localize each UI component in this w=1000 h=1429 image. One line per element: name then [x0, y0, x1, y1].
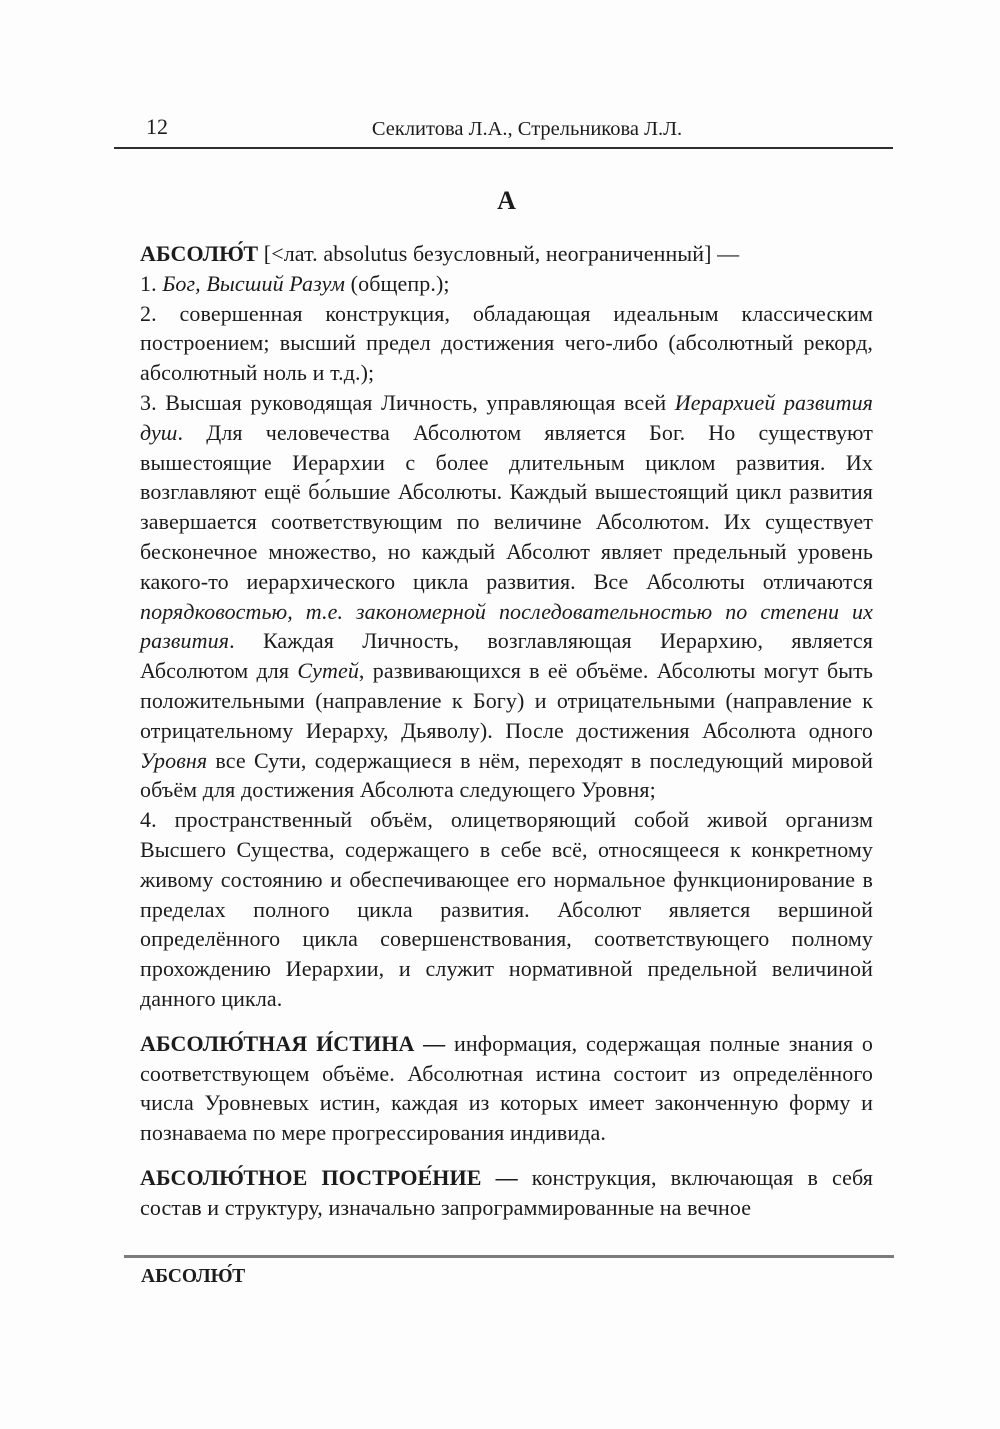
text-run: (общепр.);	[345, 270, 450, 296]
entry-paragraph	[140, 805, 873, 1014]
footer-rule	[124, 1255, 894, 1258]
text-run: конструкция, включающая в себя состав и структуру, изначально запрограммированные на вечное	[140, 1164, 873, 1220]
text-run: 3. Высшая руководящая Личность, управляющая всей	[140, 389, 675, 415]
italic-term: Уровня	[140, 747, 208, 773]
text-run: . Для человечества Абсолютом является Бог. Но существуют вышестоящие Иерархии с более длительным циклом развития. Их возглавляют ещё бо́льшие Абсолюты. Каждый вышестоящий цикл развития завершается соответствующим по величине Абсолютом. Их существует бесконечное множество, но каждый Абсолют являет предельный уровень какого-то иерархического цикла развития. Все Абсолюты отличаются	[140, 419, 873, 594]
text-run: , развивающихся в её объёме. Абсолюты могут быть положительными (направление к Богу) и отрицательными (направление к отрицательному Иерарху, Дьяволу). После достижения Абсолюта одного	[140, 658, 873, 743]
text-run: 2. совершенная конструкция, обладающая идеальным классическим построением; высший предел достижения чего-либо (абсолютный рекорд, абсолютный ноль и т.д.);	[140, 300, 873, 386]
headword: АБСОЛЮ́Т	[140, 241, 259, 266]
italic-term: Иерархией развития душ	[140, 389, 874, 445]
italic-term: порядковостью, т.е. закономерной последовательностью по степени их развития	[140, 598, 873, 654]
section-letter-heading: А	[497, 186, 516, 215]
running-header-title: Секлитова Л.А., Стрельникова Л.Л.	[371, 118, 683, 140]
page-number: 12	[146, 114, 168, 139]
entry-paragraph	[140, 388, 873, 805]
entry-paragraph	[140, 1163, 873, 1223]
headword: АБСОЛЮ́ТНАЯ И́СТИНА —	[140, 1030, 446, 1056]
dictionary-body	[140, 239, 873, 1223]
text-run: все Сути, содержащиеся в нём, переходят в последующий мировой объём для достижения Абсолюта следующего Уровня;	[140, 747, 873, 803]
text-run: 4. пространственный объём, олицетворяющий собой живой организм Высшего Существа, содержащего в себе всё, относящееся к конкретному живому состоянию и обеспечивающее его нормальное функционирование в пределах полного цикла развития. Абсолют является вершиной определённого цикла совершенствования, соответствующего полному прохождению Иерархии, и служит нормативной предельной величиной данного цикла.	[140, 807, 873, 1011]
header-rule	[114, 147, 893, 149]
text-run: [<лат. absolutus безусловный, неограниченный] —	[258, 241, 740, 266]
dictionary-entry-absolut	[140, 239, 873, 1014]
entry-paragraph	[140, 239, 873, 269]
footer-catchword: АБСОЛЮ́Т	[141, 1266, 246, 1287]
headword: АБСОЛЮ́ТНОЕ ПОСТРОЕ́НИЕ —	[140, 1164, 518, 1190]
entry-paragraph	[140, 269, 873, 299]
dictionary-entry-absolutnaya-istina	[140, 1029, 873, 1148]
text-run: информация, содержащая полные знания о соответствующем объёме. Абсолютная истина состоит из определённого числа Уровневых истин, каждая из которых имеет законченную форму и познаваема по мере прогрессирования индивида.	[140, 1030, 874, 1146]
italic-term: Сутей	[297, 658, 359, 684]
entry-paragraph	[140, 1029, 873, 1148]
text-run: . Каждая Личность, возглавляющая Иерархию, является Абсолютом для	[140, 628, 873, 684]
text-run: 1.	[140, 270, 163, 296]
entry-paragraph	[140, 299, 873, 388]
dictionary-entry-absolutnoe-postroenie	[140, 1163, 873, 1223]
italic-term: Бог, Высший Разум	[162, 270, 346, 296]
